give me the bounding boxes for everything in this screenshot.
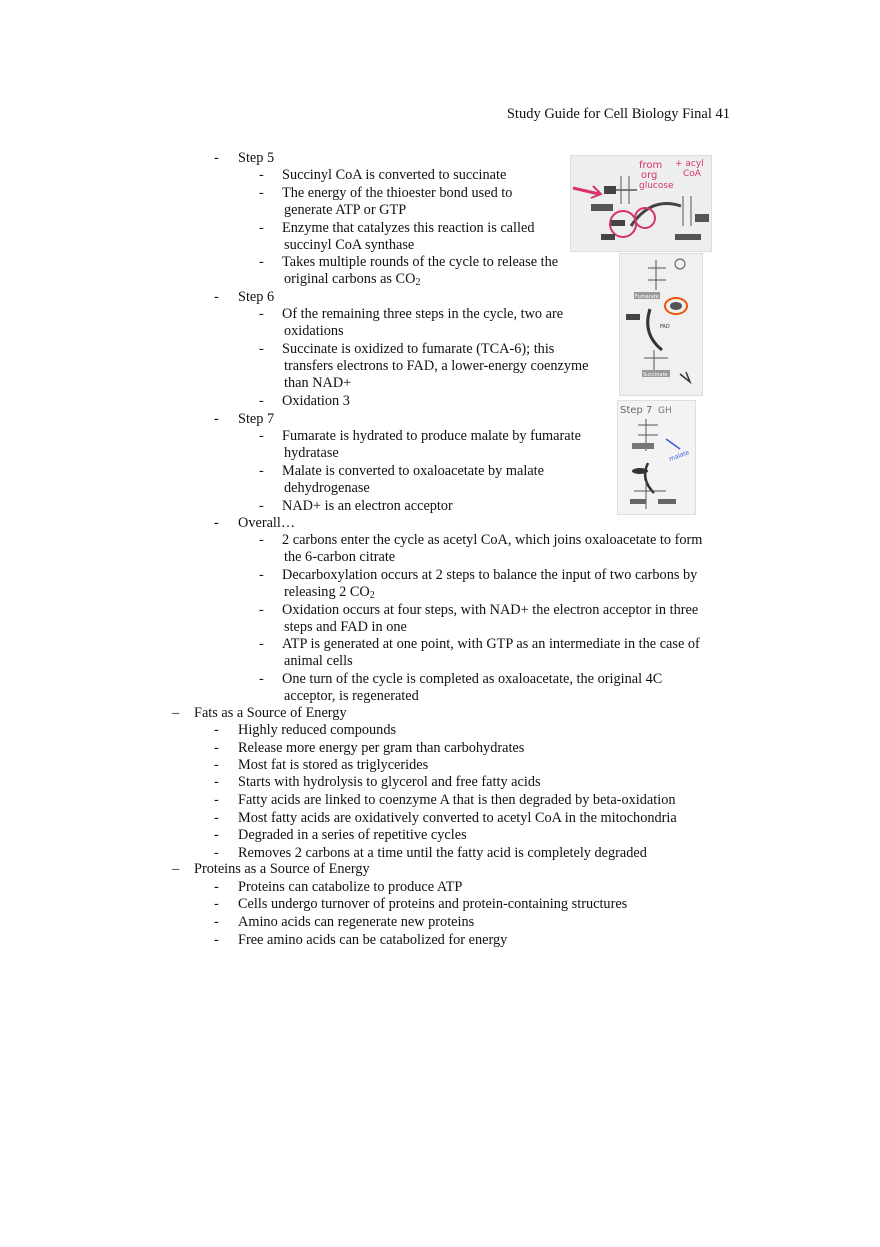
step7-bullet-cont: hydratase [284,445,339,461]
overall-bullet: Oxidation occurs at four steps, with NAD+ the electron acceptor in three [282,602,699,618]
step7-diagram [618,401,695,514]
overall-bullet: One turn of the cycle is completed as oxaloacetate, the original 4C [282,671,663,687]
overall-bullet-cont: animal cells [284,653,353,669]
step5-bullet-cont: succinyl CoA synthase [284,237,415,253]
step6-bullet: Oxidation 3 [282,393,350,409]
bullet-dash: - [214,740,219,756]
bullet-dash: - [259,167,264,183]
step6-bullet: Of the remaining three steps in the cycle, two are [282,306,564,322]
proteins-item: Proteins can catabolize to produce ATP [238,879,463,895]
bullet-dash: - [259,671,264,687]
bullet-dash: - [259,254,264,270]
overall-bullet-cont: steps and FAD in one [284,619,407,635]
step7-heading: Step 7 [238,411,275,427]
proteins-item: Cells undergo turnover of proteins and protein-containing structures [238,896,628,912]
bullet-dash: - [214,722,219,738]
step6-heading: Step 6 [238,289,275,305]
bullet-dash: - [259,428,264,444]
step7-bullet-cont: dehydrogenase [284,480,370,496]
page-header: Study Guide for Cell Biology Final 41 [506,106,730,122]
step5-diagram [571,156,711,251]
step6-bullet-cont: oxidations [284,323,344,339]
step5-bullet: Succinyl CoA is converted to succinate [282,167,507,183]
bullet-dash: - [214,896,219,912]
bullet-dash: - [259,463,264,479]
svg-text:malate: malate [668,449,691,463]
svg-text:Succinate: Succinate [643,372,668,378]
step7-bullet: Malate is converted to oxaloacetate by malate [282,463,544,479]
overall-bullet: Decarboxylation occurs at 2 steps to balance the input of two carbons by [282,567,698,583]
bullet-dash: - [214,879,219,895]
fats-item: Degraded in a series of repetitive cycles [238,827,467,843]
svg-text:+ acyl: + acyl [675,159,704,169]
step6-bullet-cont: than NAD+ [284,375,352,391]
bullet-dash: - [259,220,264,236]
overall-heading: Overall… [238,515,296,531]
bullet-dash: - [259,341,264,357]
svg-text:from: from [639,160,663,171]
step5-bullet-cont: original carbons as $CO_2$ [284,271,421,288]
overall-bullet: 2 carbons enter the cycle as acetyl CoA, which joins oxaloacetate to form [282,532,703,548]
svg-text:GH: GH [658,406,672,416]
section-dash: – [172,861,180,877]
step7-whiteboard-photo [617,400,696,515]
overall-bullet-cont: the 6-carbon citrate [284,549,396,565]
bullet-dash: - [259,532,264,548]
step6-bullet-cont: transfers electrons to FAD, a lower-energy coenzyme [284,358,589,374]
fats-item: Most fat is stored as triglycerides [238,757,429,773]
bullet-dash: - [214,932,219,948]
proteins-item: Amino acids can regenerate new proteins [238,914,475,930]
bullet-dash: - [214,810,219,826]
step5-bullet: Enzyme that catalyzes this reaction is called [282,220,535,236]
svg-text:glucose: glucose [639,181,674,191]
bullet-dash: - [214,774,219,790]
bullet-dash: - [214,827,219,843]
bullet-dash: - [214,914,219,930]
step6-whiteboard-photo [619,253,703,396]
bullet-dash: - [214,289,219,305]
svg-text:CoA: CoA [683,169,701,179]
bullet-dash: - [259,498,264,514]
bullet-dash: - [259,567,264,583]
bullet-dash: - [214,845,219,861]
step6-bullet: Succinate is oxidized to fumarate (TCA-6); this [282,341,555,357]
bullet-dash: - [259,306,264,322]
step7-bullet: NAD+ is an electron acceptor [282,498,453,514]
fats-item: Removes 2 carbons at a time until the fatty acid is completely degraded [238,845,647,861]
fats-item: Most fatty acids are oxidatively converted to acetyl CoA in the mitochondria [238,810,677,826]
overall-bullet-cont: releasing 2 $CO_2$ [284,584,375,601]
proteins-item: Free amino acids can be catabolized for energy [238,932,508,948]
overall-bullet: ATP is generated at one point, with GTP as an intermediate in the case of [282,636,700,652]
bullet-dash: - [214,515,219,531]
bullet-dash: - [214,411,219,427]
bullet-dash: - [259,185,264,201]
fats-item: Release more energy per gram than carbohydrates [238,740,525,756]
bullet-dash: - [214,792,219,808]
step5-heading: Step 5 [238,150,275,166]
bullet-dash: - [259,636,264,652]
svg-text:org: org [641,170,658,181]
overall-bullet-cont: acceptor, is regenerated [284,688,419,704]
proteins-heading: Proteins as a Source of Energy [194,861,370,877]
fats-heading: Fats as a Source of Energy [194,705,347,721]
bullet-dash: - [259,393,264,409]
step5-bullet: Takes multiple rounds of the cycle to release the [282,254,559,270]
svg-text:Step 7: Step 7 [620,405,653,416]
step5-whiteboard-photo [570,155,712,252]
fats-item: Starts with hydrolysis to glycerol and free fatty acids [238,774,541,790]
step6-diagram [620,254,702,395]
bullet-dash: - [214,757,219,773]
svg-text:Fumarate: Fumarate [635,294,659,300]
bullet-dash: - [259,602,264,618]
fats-item: Highly reduced compounds [238,722,397,738]
fats-item: Fatty acids are linked to coenzyme A that is then degraded by beta-oxidation [238,792,676,808]
step7-bullet: Fumarate is hydrated to produce malate by fumarate [282,428,581,444]
svg-text:FAD: FAD [660,324,670,330]
bullet-dash: - [214,150,219,166]
section-dash: – [172,705,180,721]
step5-bullet-cont: generate ATP or GTP [284,202,407,218]
step5-bullet: The energy of the thioester bond used to [282,185,513,201]
